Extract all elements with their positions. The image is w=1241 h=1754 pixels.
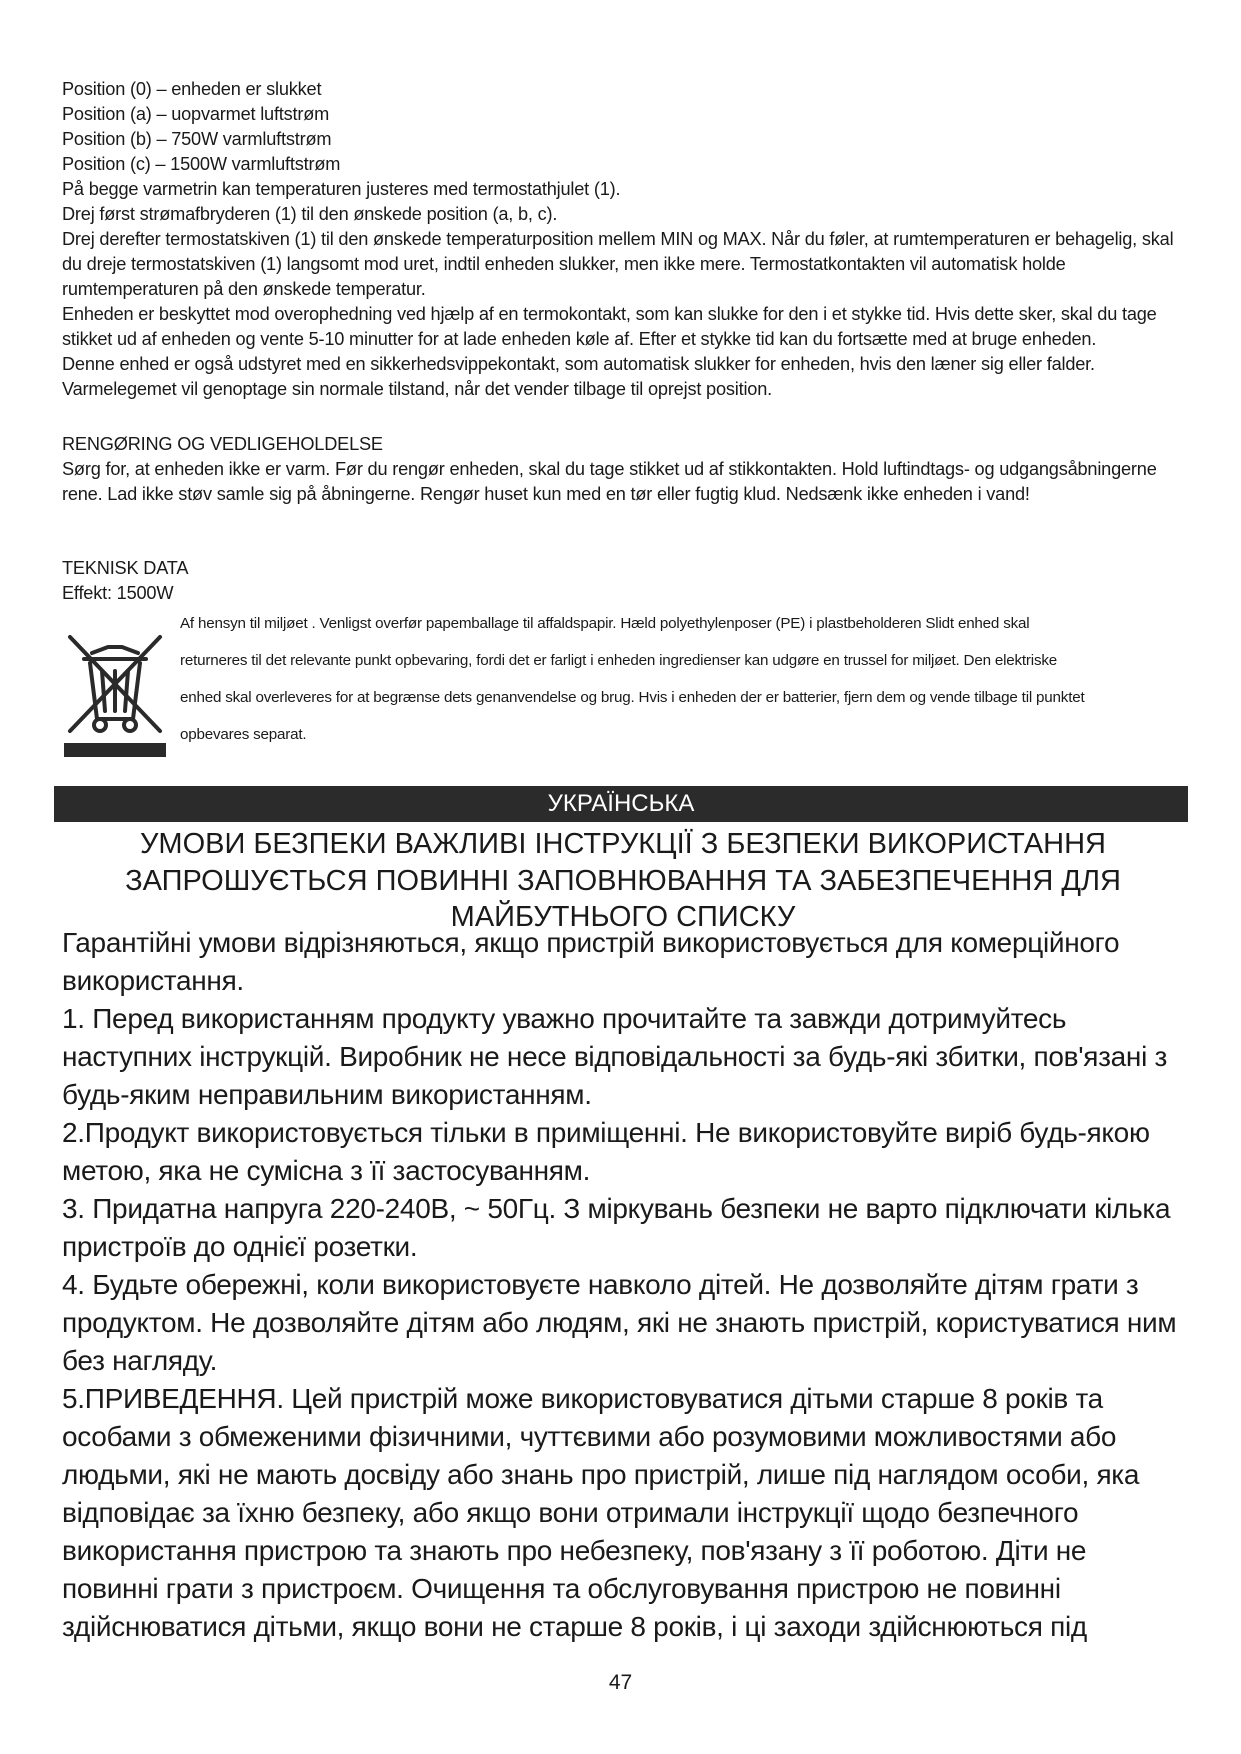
instruction-3: 3. Придатна напруга 220-240В, ~ 50Гц. З міркувань безпеки не варто підключати кілька пристроїв до однієї розетки.	[62, 1193, 1171, 1262]
technical-data-heading: TEKNISK DATA	[62, 558, 189, 578]
safety-heading-line: МАЙБУТНЬОГО СПИСКУ	[450, 901, 796, 933]
thermostat-note: På begge varmetrin kan temperaturen justeres med termostathjulet (1).	[62, 179, 621, 199]
overheat-protection: Enheden er beskyttet mod overophedning ved hjælp af en termokontakt, som kan slukke for den i et stykke tid. Hvis dette sker, skal du tage stikket ud af enheden og vente 5-10 minutter for at lade enheden køle af. Efter et stykke tid kan du fortsætte med at bruge enheden.	[62, 304, 1157, 349]
position-a-line: Position (a) – uopvarmet luftstrøm	[62, 104, 330, 124]
ukrainian-instructions	[62, 924, 1184, 1646]
recycling-notice	[62, 605, 1184, 765]
thermostat-instruction: Drej derefter termostatskiven (1) til den ønskede temperaturposition mellem MIN og MAX. Når du føler, at rumtemperaturen er behagelig, skal du dreje termostatskiven (1) langsomt mod uret, indtil enheden slukker, men ikke mere. Termostatkontakten vil automatisk holde rumtemperaturen på den ønskede temperatur.	[62, 229, 1174, 299]
position-c-line: Position (c) – 1500W varmluftstrøm	[62, 154, 341, 174]
page-number: 47	[608, 1671, 633, 1694]
instruction-1: 1. Перед використанням продукту уважно прочитайте та завжди дотримуйтесь наступних інструкцій. Виробник не несе відповідальності за будь-які збитки, пов'язані з будь-яким неправильним використанням.	[62, 1003, 1168, 1110]
recycling-line: returneres til det relevante punkt opbevaring, fordi det er farligt i enheden ingredienser kan udgøre en trussel for miljøet. Den elektriske	[180, 652, 1057, 669]
position-b-line: Position (b) – 750W varmluftstrøm	[62, 129, 332, 149]
cleaning-heading: RENGØRING OG VEDLIGEHOLDELSE	[62, 434, 383, 454]
cleaning-text: Sørg for, at enheden ikke er varm. Før du rengør enheden, skal du tage stikket ud af stikkontakten. Hold luftindtags- og udgangsåbningerne rene. Lad ikke støv samle sig på åbningerne. Rengør huset kun med en tør eller fugtig klud. Nedsænk ikke enheden i vand!	[62, 459, 1157, 504]
instruction-2: 2.Продукт використовується тільки в приміщенні. Не використовуйте виріб будь-якою метою, яка не сумісна з її застосуванням.	[62, 1117, 1150, 1186]
power-rating: Effekt: 1500W	[62, 583, 174, 603]
danish-operation-section	[62, 77, 1184, 402]
crossed-out-wheelie-bin-icon	[62, 627, 168, 759]
instruction-5: 5.ПРИВЕДЕННЯ. Цей пристрій може використовуватися дітьми старше 8 років та особами з обмеженими фізичними, чуттєвими або розумовими можливостями або людьми, які не мають досвіду або знань про пристрій, лише під наглядом особи, яка відповідає за їхню безпеку, або якщо вони отримали інструкції щодо безпечного використання пристрою та знають про небезпеку, пов'язану з її роботою. Діти не повинні грати з пристроєм. Очищення та обслуговування пристрою не повинні здійснюватися дітьми, якщо вони не старше 8 років, і ці заходи здійснюються під	[62, 1383, 1140, 1642]
cleaning-section	[62, 432, 1184, 507]
tip-over-switch: Denne enhed er også udstyret med en sikkerhedsvippekontakt, som automatisk slukker for enheden, hvis den læner sig eller falder.	[62, 354, 1095, 374]
language-section-banner: УКРАЇНСЬКА	[54, 786, 1188, 822]
warranty-note: Гарантійні умови відрізняються, якщо пристрій використовується для комерційного використання.	[62, 927, 1120, 996]
safety-heading-line: ЗАПРОШУЄТЬСЯ ПОВИННІ ЗАПОВНЮВАННЯ ТА ЗАБЕЗПЕЧЕННЯ ДЛЯ	[125, 864, 1121, 897]
instruction-4: 4. Будьте обережні, коли використовуєте навколо дітей. Не дозволяйте дітям грати з продуктом. Не дозволяйте дітям або людям, які не знають пристрій, користуватися ним без нагляду.	[62, 1269, 1177, 1376]
recycling-line: Af hensyn til miljøet . Venligst overfør papemballage til affaldspapir. Hæld polyethylenposer (PE) i plastbeholderen Slidt enhed skal	[180, 615, 1030, 632]
recycling-line: opbevares separat.	[180, 726, 307, 743]
upright-note: Varmelegemet vil genoptage sin normale tilstand, når det vender tilbage til oprejst position.	[62, 379, 772, 399]
recycling-text	[180, 605, 1184, 753]
switch-instruction: Drej først strømafbryderen (1) til den ønskede position (a, b, c).	[62, 204, 558, 224]
safety-heading-line: УМОВИ БЕЗПЕКИ ВАЖЛИВІ ІНСТРУКЦІЇ З БЕЗПЕКИ ВИКОРИСТАННЯ	[140, 828, 1106, 860]
recycling-line: enhed skal overleveres for at begrænse dets genanvendelse og brug. Hvis i enheden der er batterier, fjern dem og vende tilbage til punktet	[180, 689, 1085, 706]
position-0-line: Position (0) – enheden er slukket	[62, 79, 322, 99]
technical-data-section	[62, 556, 1184, 606]
safety-heading	[62, 826, 1184, 936]
